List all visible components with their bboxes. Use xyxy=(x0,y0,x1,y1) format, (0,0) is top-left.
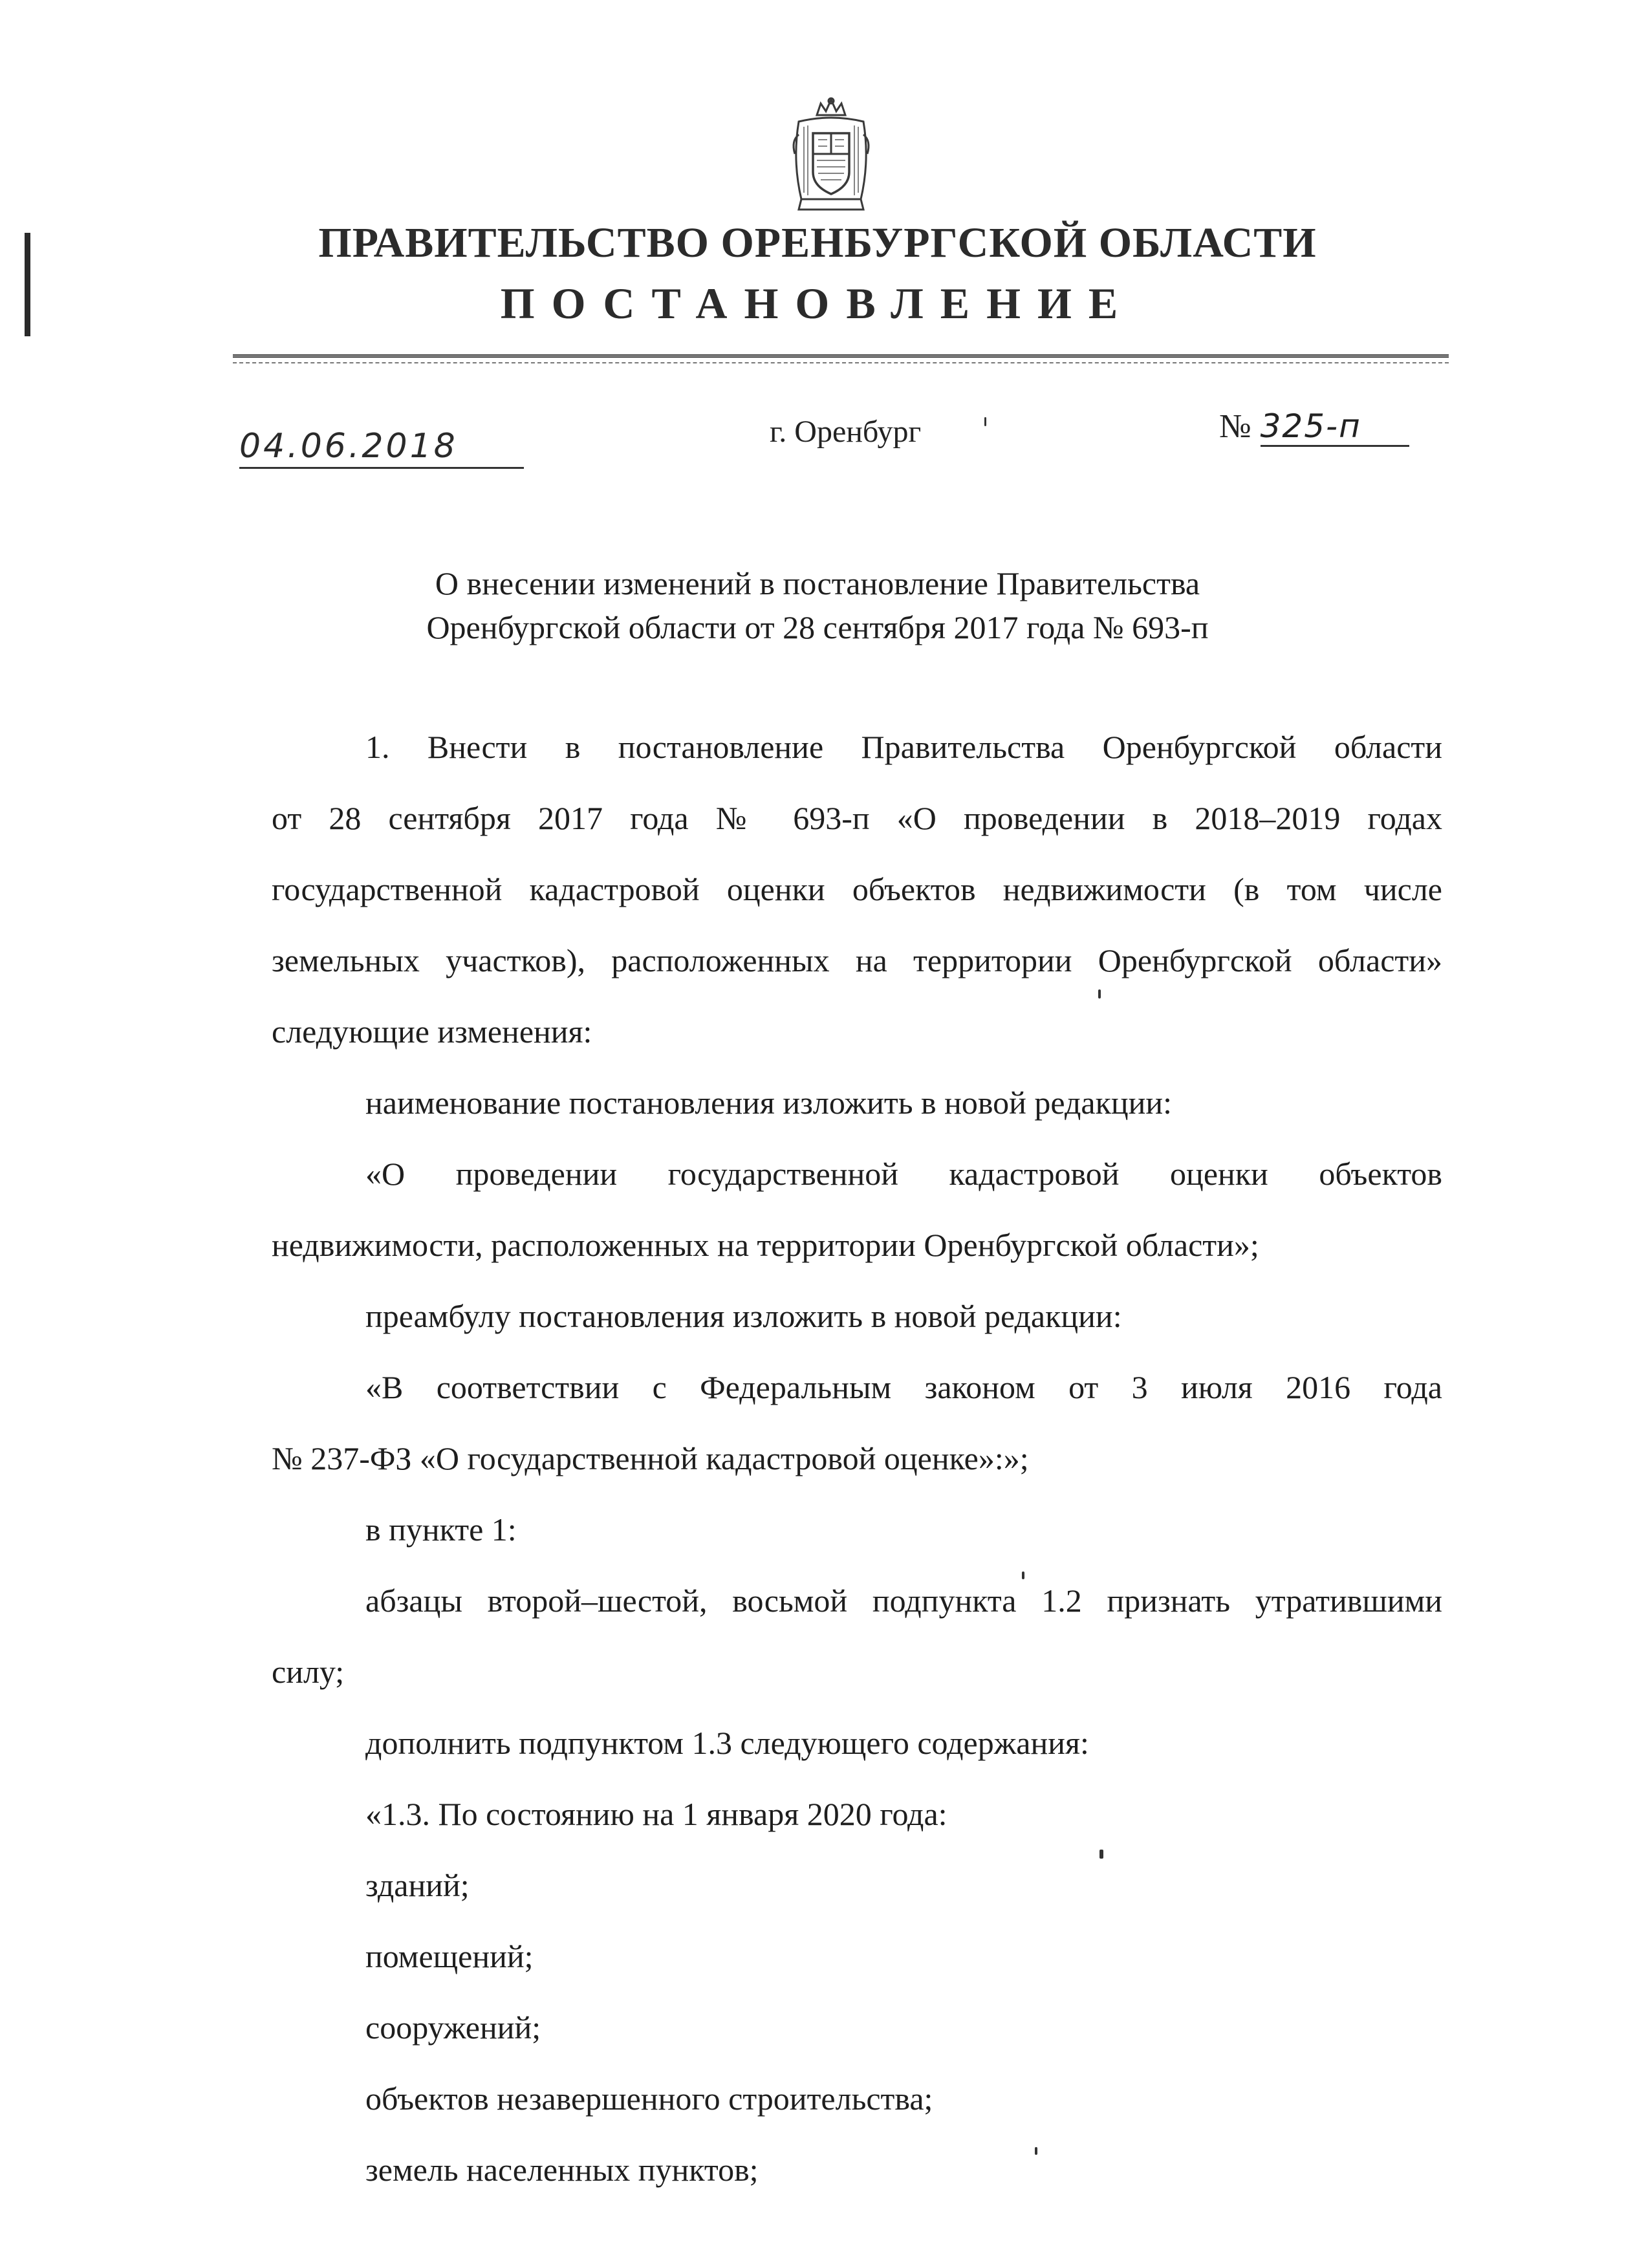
title-line: Оренбургской области от 28 сентября 2017 года № 693-п xyxy=(426,609,1209,645)
body-line: силу; xyxy=(272,1654,345,1690)
body-line: № 237-ФЗ «О государственной кадастровой оценке»:»; xyxy=(272,1440,1029,1476)
body-line: следующие изменения: xyxy=(272,1013,592,1050)
document-number xyxy=(1219,407,1409,447)
header-divider xyxy=(233,354,1449,358)
title-line: О внесении изменений в постановление Правительства xyxy=(435,565,1200,601)
number-value: 325-п xyxy=(1261,407,1409,447)
document-title xyxy=(0,561,1635,649)
body-line: абзацы второй–шестой, восьмой подпункта 1.2 признать утратившими xyxy=(365,1582,1442,1619)
document-body xyxy=(272,711,1442,2205)
body-line: «1.3. По состоянию на 1 января 2020 года: xyxy=(365,1796,947,1832)
organization-name: ПРАВИТЕЛЬСТВО ОРЕНБУРГСКОЙ ОБЛАСТИ xyxy=(318,219,1317,266)
body-line: земельных участков), расположенных на территории Оренбургской области» xyxy=(272,942,1442,978)
body-line: 1. Внести в постановление Правительства Оренбургской области xyxy=(365,729,1442,765)
document-place: г. Оренбург xyxy=(770,415,922,449)
body-line: от 28 сентября 2017 года № 693-п «О проведении в 2018–2019 годах xyxy=(272,800,1442,836)
body-line: наименование постановления изложить в новой редакции: xyxy=(365,1085,1173,1121)
body-line: объектов незавершенного строительства; xyxy=(365,2080,933,2117)
body-line: сооружений; xyxy=(365,2009,541,2046)
document-type: ПОСТАНОВЛЕНИЕ xyxy=(500,279,1135,328)
coat-of-arms-icon xyxy=(779,96,883,219)
body-line: земель населенных пунктов; xyxy=(365,2152,759,2188)
body-line: дополнить подпунктом 1.3 следующего содержания: xyxy=(365,1725,1089,1761)
body-line: недвижимости, расположенных на территории Оренбургской области»; xyxy=(272,1227,1259,1263)
document-date: 04.06.2018 xyxy=(239,427,524,469)
body-line: государственной кадастровой оценки объектов недвижимости (в том числе xyxy=(272,871,1442,907)
scan-speck xyxy=(984,417,986,426)
body-line: помещений; xyxy=(365,1938,534,1974)
body-line: «О проведении государственной кадастровой оценки объектов xyxy=(365,1156,1442,1192)
number-sign: № xyxy=(1219,408,1251,445)
body-line: «В соответствии с Федеральным законом от 3 июля 2016 года xyxy=(365,1369,1442,1405)
header-divider-secondary xyxy=(233,362,1449,363)
body-line: преамбулу постановления изложить в новой редакции: xyxy=(365,1298,1122,1334)
body-line: зданий; xyxy=(365,1867,470,1903)
body-line: в пункте 1: xyxy=(365,1511,517,1548)
